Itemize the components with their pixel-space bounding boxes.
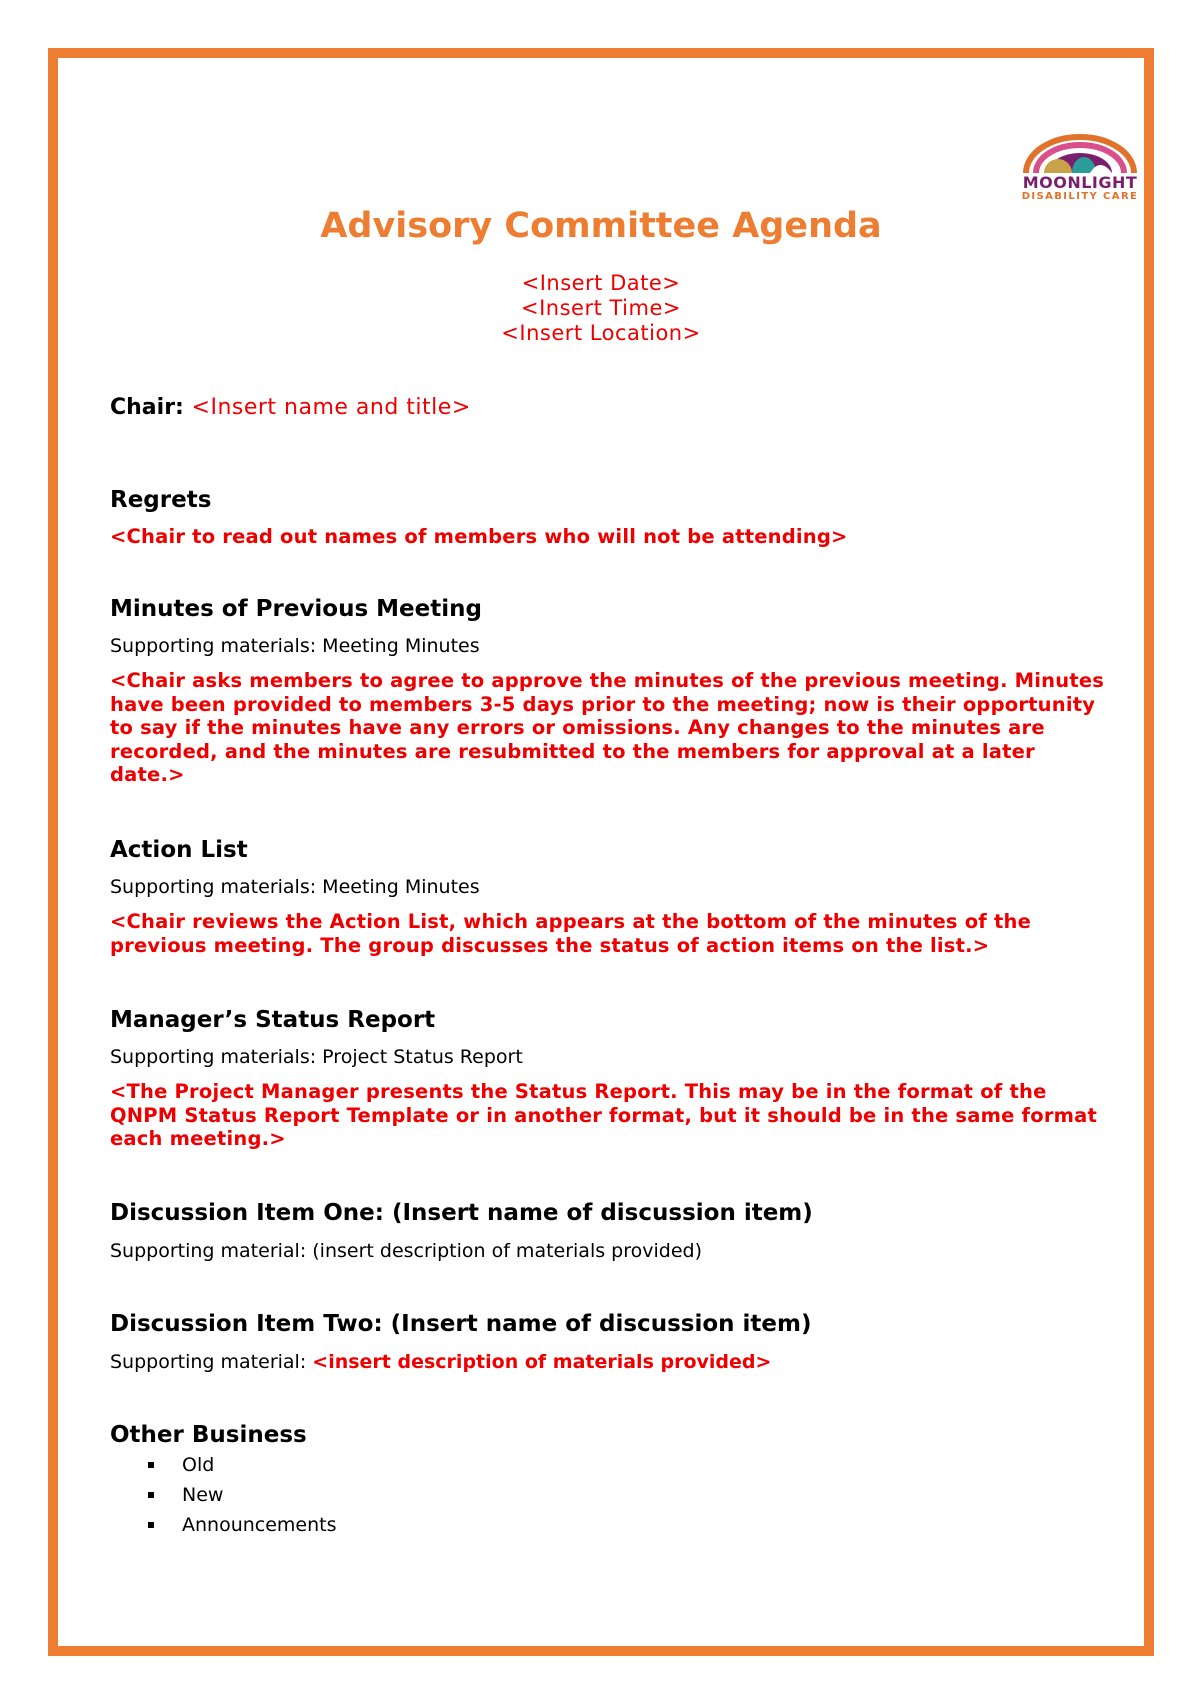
logo-name: MOONLIGHT bbox=[1022, 173, 1138, 192]
section-heading: Discussion Item One: (Insert name of discussion item) bbox=[110, 1200, 813, 1226]
section-heading: Discussion Item Two: (Insert name of discussion item) bbox=[110, 1311, 812, 1337]
other-business-section bbox=[110, 1420, 1110, 1540]
logo-subtitle: DISABILITY CARE bbox=[1021, 191, 1139, 202]
supporting-materials: Supporting materials: Meeting Minutes bbox=[110, 876, 480, 898]
minutes-section bbox=[110, 594, 1110, 787]
section-heading: Minutes of Previous Meeting bbox=[110, 596, 482, 622]
action-list-section bbox=[110, 835, 1110, 957]
discussion-two-section bbox=[110, 1309, 1110, 1375]
list-item-label: New bbox=[182, 1484, 224, 1506]
regrets-section bbox=[110, 485, 1110, 549]
list-item-label: Old bbox=[182, 1454, 215, 1476]
other-business-list bbox=[110, 1450, 1110, 1540]
bullet-icon bbox=[148, 1492, 154, 1498]
list-item-label: Announcements bbox=[182, 1514, 337, 1536]
section-note: <Chair to read out names of members who will not be attending> bbox=[110, 525, 848, 548]
rainbow-arc-icon bbox=[1014, 133, 1146, 175]
supporting-materials bbox=[110, 1349, 1110, 1375]
supporting-materials: Supporting material: (insert description of materials provided) bbox=[110, 1240, 702, 1262]
supporting-label: Supporting material: bbox=[110, 1351, 313, 1373]
bullet-icon bbox=[148, 1522, 154, 1528]
supporting-materials: Supporting materials: Meeting Minutes bbox=[110, 635, 480, 657]
section-note: <Chair asks members to agree to approve the minutes of the previous meeting. Minutes have been provided to members 3-5 days prior to the meeting; now is their opportunity to say if the minutes have any errors or omissions. Any changes to the minutes are recorded, and the minutes are resubmitted to the members for approval at a later date.> bbox=[110, 669, 1105, 786]
page-title: Advisory Committee Agenda bbox=[320, 206, 882, 246]
chair-line bbox=[110, 393, 1110, 423]
meeting-date: <Insert Date> bbox=[521, 271, 681, 295]
bullet-icon bbox=[148, 1462, 154, 1468]
list-item bbox=[110, 1450, 1110, 1480]
list-item bbox=[110, 1510, 1110, 1540]
list-item bbox=[110, 1480, 1110, 1510]
meeting-location: <Insert Location> bbox=[501, 321, 701, 345]
supporting-placeholder: <insert description of materials provided> bbox=[312, 1351, 772, 1373]
status-report-section bbox=[110, 1005, 1110, 1151]
chair-label: Chair: bbox=[110, 395, 184, 420]
supporting-materials: Supporting materials: Project Status Report bbox=[110, 1046, 523, 1068]
section-heading: Regrets bbox=[110, 487, 212, 513]
meeting-details bbox=[48, 271, 1154, 346]
section-heading: Action List bbox=[110, 837, 248, 863]
meeting-time: <Insert Time> bbox=[521, 296, 681, 320]
section-note: <The Project Manager presents the Status Report. This may be in the format of the QNPM Status Report Template or in another format, but it should be in the same format each meeting.> bbox=[110, 1080, 1098, 1150]
discussion-one-section bbox=[110, 1198, 1110, 1264]
chair-value: <Insert name and title> bbox=[191, 395, 471, 420]
section-heading: Other Business bbox=[110, 1422, 307, 1448]
section-note: <Chair reviews the Action List, which appears at the bottom of the minutes of the previous meeting. The group discusses the status of action items on the list.> bbox=[110, 910, 1031, 957]
section-heading: Manager’s Status Report bbox=[110, 1007, 436, 1033]
